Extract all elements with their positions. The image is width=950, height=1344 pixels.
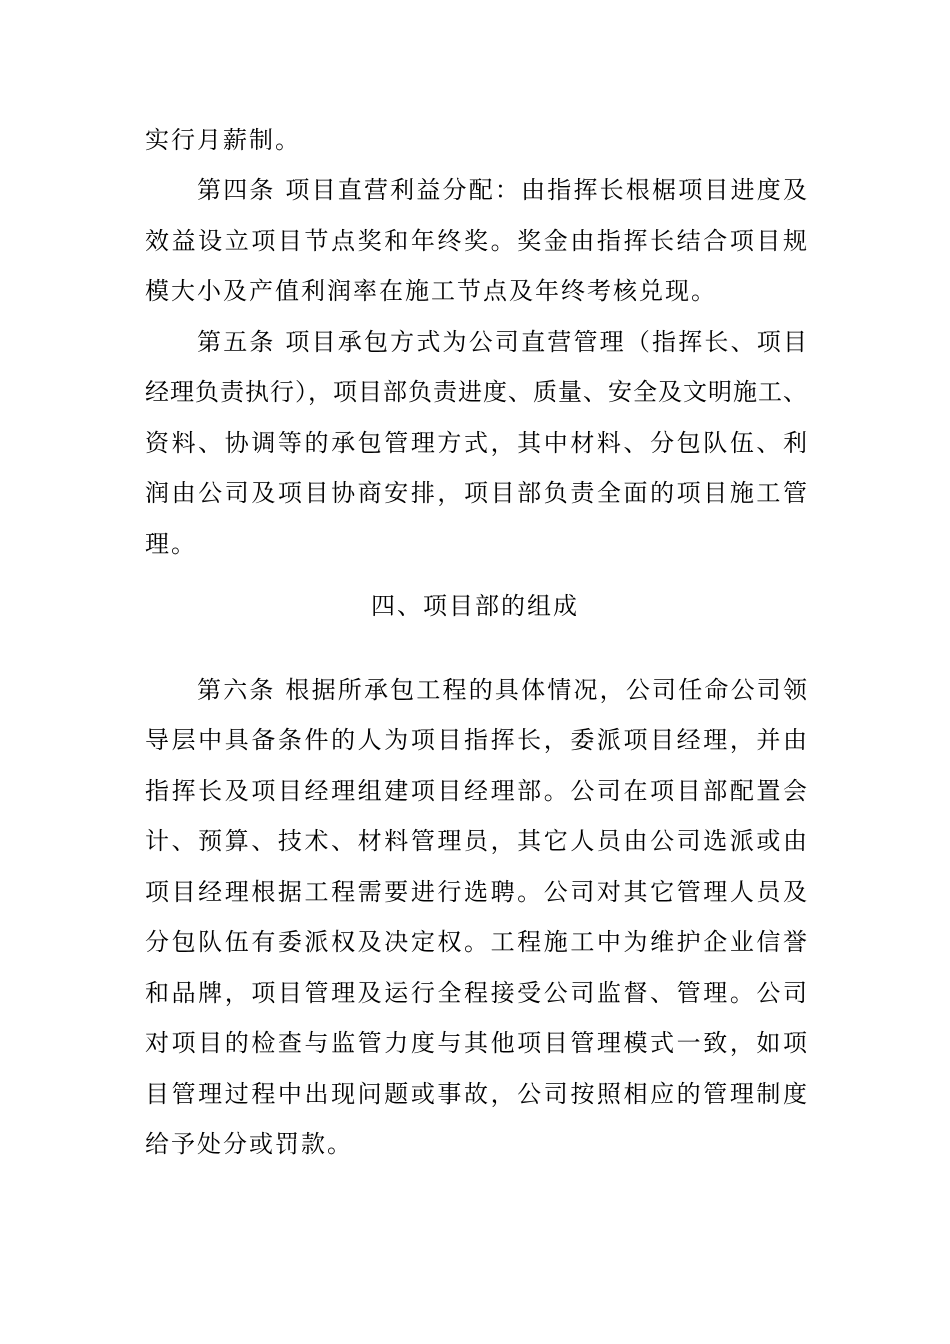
paragraph-line: 模大小及产值利润率在施工节点及年终考核兑现。 <box>145 277 717 305</box>
paragraph-line: 资料、协调等的承包管理方式，其中材料、分包队伍、利 <box>145 429 807 457</box>
paragraph-line: 给予处分或罚款。 <box>145 1130 353 1158</box>
paragraph-line: 理。 <box>145 530 197 558</box>
paragraph-line: 导层中具备条件的人为项目指挥长，委派项目经理，并由 <box>145 726 807 754</box>
paragraph-line: 目管理过程中出现问题或事故，公司按照相应的管理制度 <box>145 1080 807 1108</box>
paragraph-line: 计、预算、技术、材料管理员，其它人员由公司选派或由 <box>145 827 807 855</box>
section-heading: 四、项目部的组成 <box>371 592 579 620</box>
paragraph-line: 和品牌，项目管理及运行全程接受公司监督、管理。公司 <box>145 979 807 1007</box>
paragraph-line: 经理负责执行），项目部负责进度、质量、安全及文明施工、 <box>145 378 807 406</box>
paragraph-line: 润由公司及项目协商安排，项目部负责全面的项目施工管 <box>145 479 807 507</box>
paragraph-line: 对项目的检查与监管力度与其他项目管理模式一致，如项 <box>145 1029 807 1057</box>
paragraph-line: 第五条 项目承包方式为公司直营管理（指挥长、项目 <box>197 328 807 356</box>
paragraph-line: 指挥长及项目经理组建项目经理部。公司在项目部配置会 <box>145 777 807 805</box>
paragraph-line: 第四条 项目直营利益分配：由指挥长根椐项目进度及 <box>197 176 807 204</box>
paragraph-line: 效益设立项目节点奖和年终奖。奖金由指挥长结合项目规 <box>145 227 807 255</box>
paragraph-line: 实行月薪制。 <box>145 126 301 154</box>
paragraph-line: 项目经理根据工程需要进行选聘。公司对其它管理人员及 <box>145 878 807 906</box>
paragraph-line: 第六条 根据所承包工程的具体情况，公司任命公司领 <box>197 676 807 704</box>
paragraph-line: 分包队伍有委派权及决定权。工程施工中为维护企业信誉 <box>145 928 807 956</box>
